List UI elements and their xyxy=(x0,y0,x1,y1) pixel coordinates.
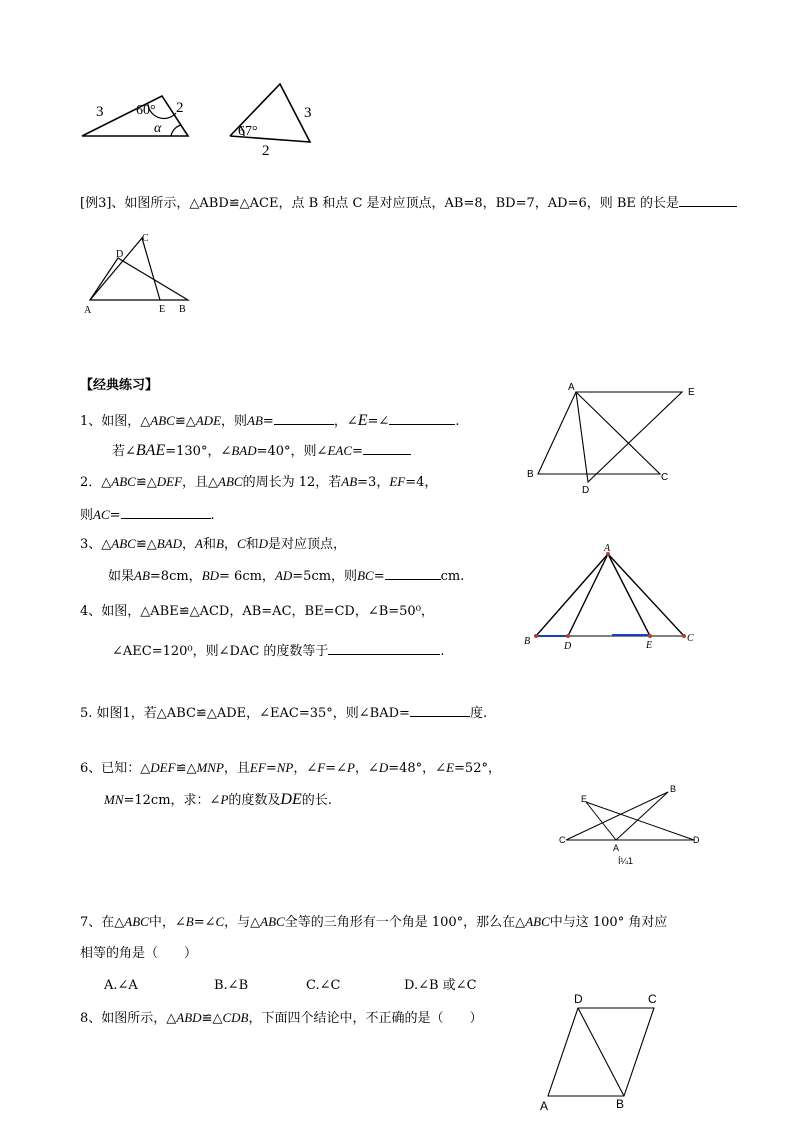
q3-line2: 如果AB=8cm，BD= 6cm，AD=5cm，则BC= cm. xyxy=(108,568,465,584)
q1-figure xyxy=(522,376,706,496)
top-triangle-figure-2 xyxy=(224,80,334,160)
q1-line1: 1、如图，△ABC≌△ADE，则AB= ，∠E=∠ . xyxy=(80,412,460,429)
label-B: B xyxy=(524,636,531,647)
label-C: C xyxy=(648,992,657,1006)
q6-line2: MN=12cm，求：∠P的度数及DE的长. xyxy=(104,791,332,808)
label-E: E xyxy=(581,794,588,804)
answer-blank[interactable] xyxy=(121,506,211,519)
q2-line2: 则AC= . xyxy=(80,507,215,523)
label-B: B xyxy=(179,304,186,315)
q6-line1: 6、已知：△DEF≌△MNP，且EF=NP，∠F=∠P，∠D=48°，∠E=52°， xyxy=(80,760,501,776)
answer-blank[interactable] xyxy=(410,704,470,717)
q7-line1: 7、在△ABC中，∠B=∠C，与△ABC全等的三角形有一个角是 100°，那么在△ABC中与这 100° 角对应 xyxy=(80,914,668,930)
answer-blank[interactable] xyxy=(328,642,440,655)
answer-blank[interactable] xyxy=(389,412,455,425)
label-E: E xyxy=(688,387,695,398)
q7-line2: 相等的角是（ ） xyxy=(80,946,198,961)
answer-blank[interactable] xyxy=(363,442,411,455)
example3-question: [例3]、如图所示，△ABD≌△ACE，点 B 和点 C 是对应顶点，AB=8，BD=7，AD=6，则 BE 的长是 xyxy=(80,196,680,211)
label-D: D xyxy=(116,249,124,260)
side-label-3: 3 xyxy=(304,105,312,121)
top-triangle-figure-1 xyxy=(78,86,198,142)
answer-blank[interactable] xyxy=(385,567,441,580)
angle-alpha: α xyxy=(154,121,162,136)
q8-line: 8、如图所示，△ABD≌△CDB，下面四个结论中，不正确的是（ ） xyxy=(80,1010,483,1026)
q7-option-d[interactable]: D.∠B 或∠C xyxy=(404,978,477,993)
example3-text xyxy=(80,194,737,212)
label-B: B xyxy=(670,784,677,794)
q7-option-b[interactable]: B.∠B xyxy=(214,978,249,993)
example3-figure xyxy=(80,230,192,316)
side-label-2: 2 xyxy=(176,100,184,116)
q3-figure xyxy=(520,540,698,652)
q6-figure xyxy=(556,780,706,870)
label-E: E xyxy=(646,640,653,651)
label-C: C xyxy=(661,472,669,483)
label-C: C xyxy=(142,233,149,244)
label-E: E xyxy=(159,304,166,315)
side-label-2: 2 xyxy=(262,143,270,159)
q2-line1: 2．△ABC≌△DEF，且△ABC的周长为 12，若AB=3，EF=4， xyxy=(80,474,438,490)
label-D: D xyxy=(574,992,583,1006)
q7-option-a[interactable]: A.∠A xyxy=(104,978,138,993)
angle-label-67: 67° xyxy=(238,124,258,139)
q1-line2: 若∠BAE=130°，∠BAD=40°，则∠EAC= xyxy=(112,442,411,460)
label-A: A xyxy=(540,1099,549,1113)
figure-caption: Í¼1 xyxy=(618,856,634,866)
label-B: B xyxy=(527,469,534,480)
q7-option-c[interactable]: C.∠C xyxy=(306,978,341,993)
label-D: D xyxy=(693,835,700,845)
label-C: C xyxy=(559,835,566,845)
label-A: A xyxy=(613,843,620,853)
answer-blank[interactable] xyxy=(679,194,737,207)
angle-label-60: 60° xyxy=(136,103,156,118)
section-title: 【经典练习】 xyxy=(80,378,159,393)
side-label-3: 3 xyxy=(96,104,104,120)
q4-line1: 4、如图，△ABE≌△ACD，AB=AC，BE=CD，∠B=50⁰， xyxy=(80,604,434,619)
label-A: A xyxy=(84,305,92,316)
label-A: A xyxy=(568,382,575,393)
q4-line2: ∠AEC=120⁰，则∠DAC 的度数等于 . xyxy=(112,644,445,659)
label-C: C xyxy=(687,633,694,644)
q5-line: 5. 如图1，若△ABC≌△ADE，∠EAC=35°，则∠BAD= 度. xyxy=(80,706,488,721)
q3-line1: 3、△ABC≌△BAD，A和B，C和D是对应顶点， xyxy=(80,536,347,552)
answer-blank[interactable] xyxy=(274,412,334,425)
label-B: B xyxy=(616,1097,625,1111)
q8-figure xyxy=(536,990,666,1116)
label-D: D xyxy=(582,485,590,496)
label-A: A xyxy=(604,543,611,554)
label-D: D xyxy=(564,641,572,652)
